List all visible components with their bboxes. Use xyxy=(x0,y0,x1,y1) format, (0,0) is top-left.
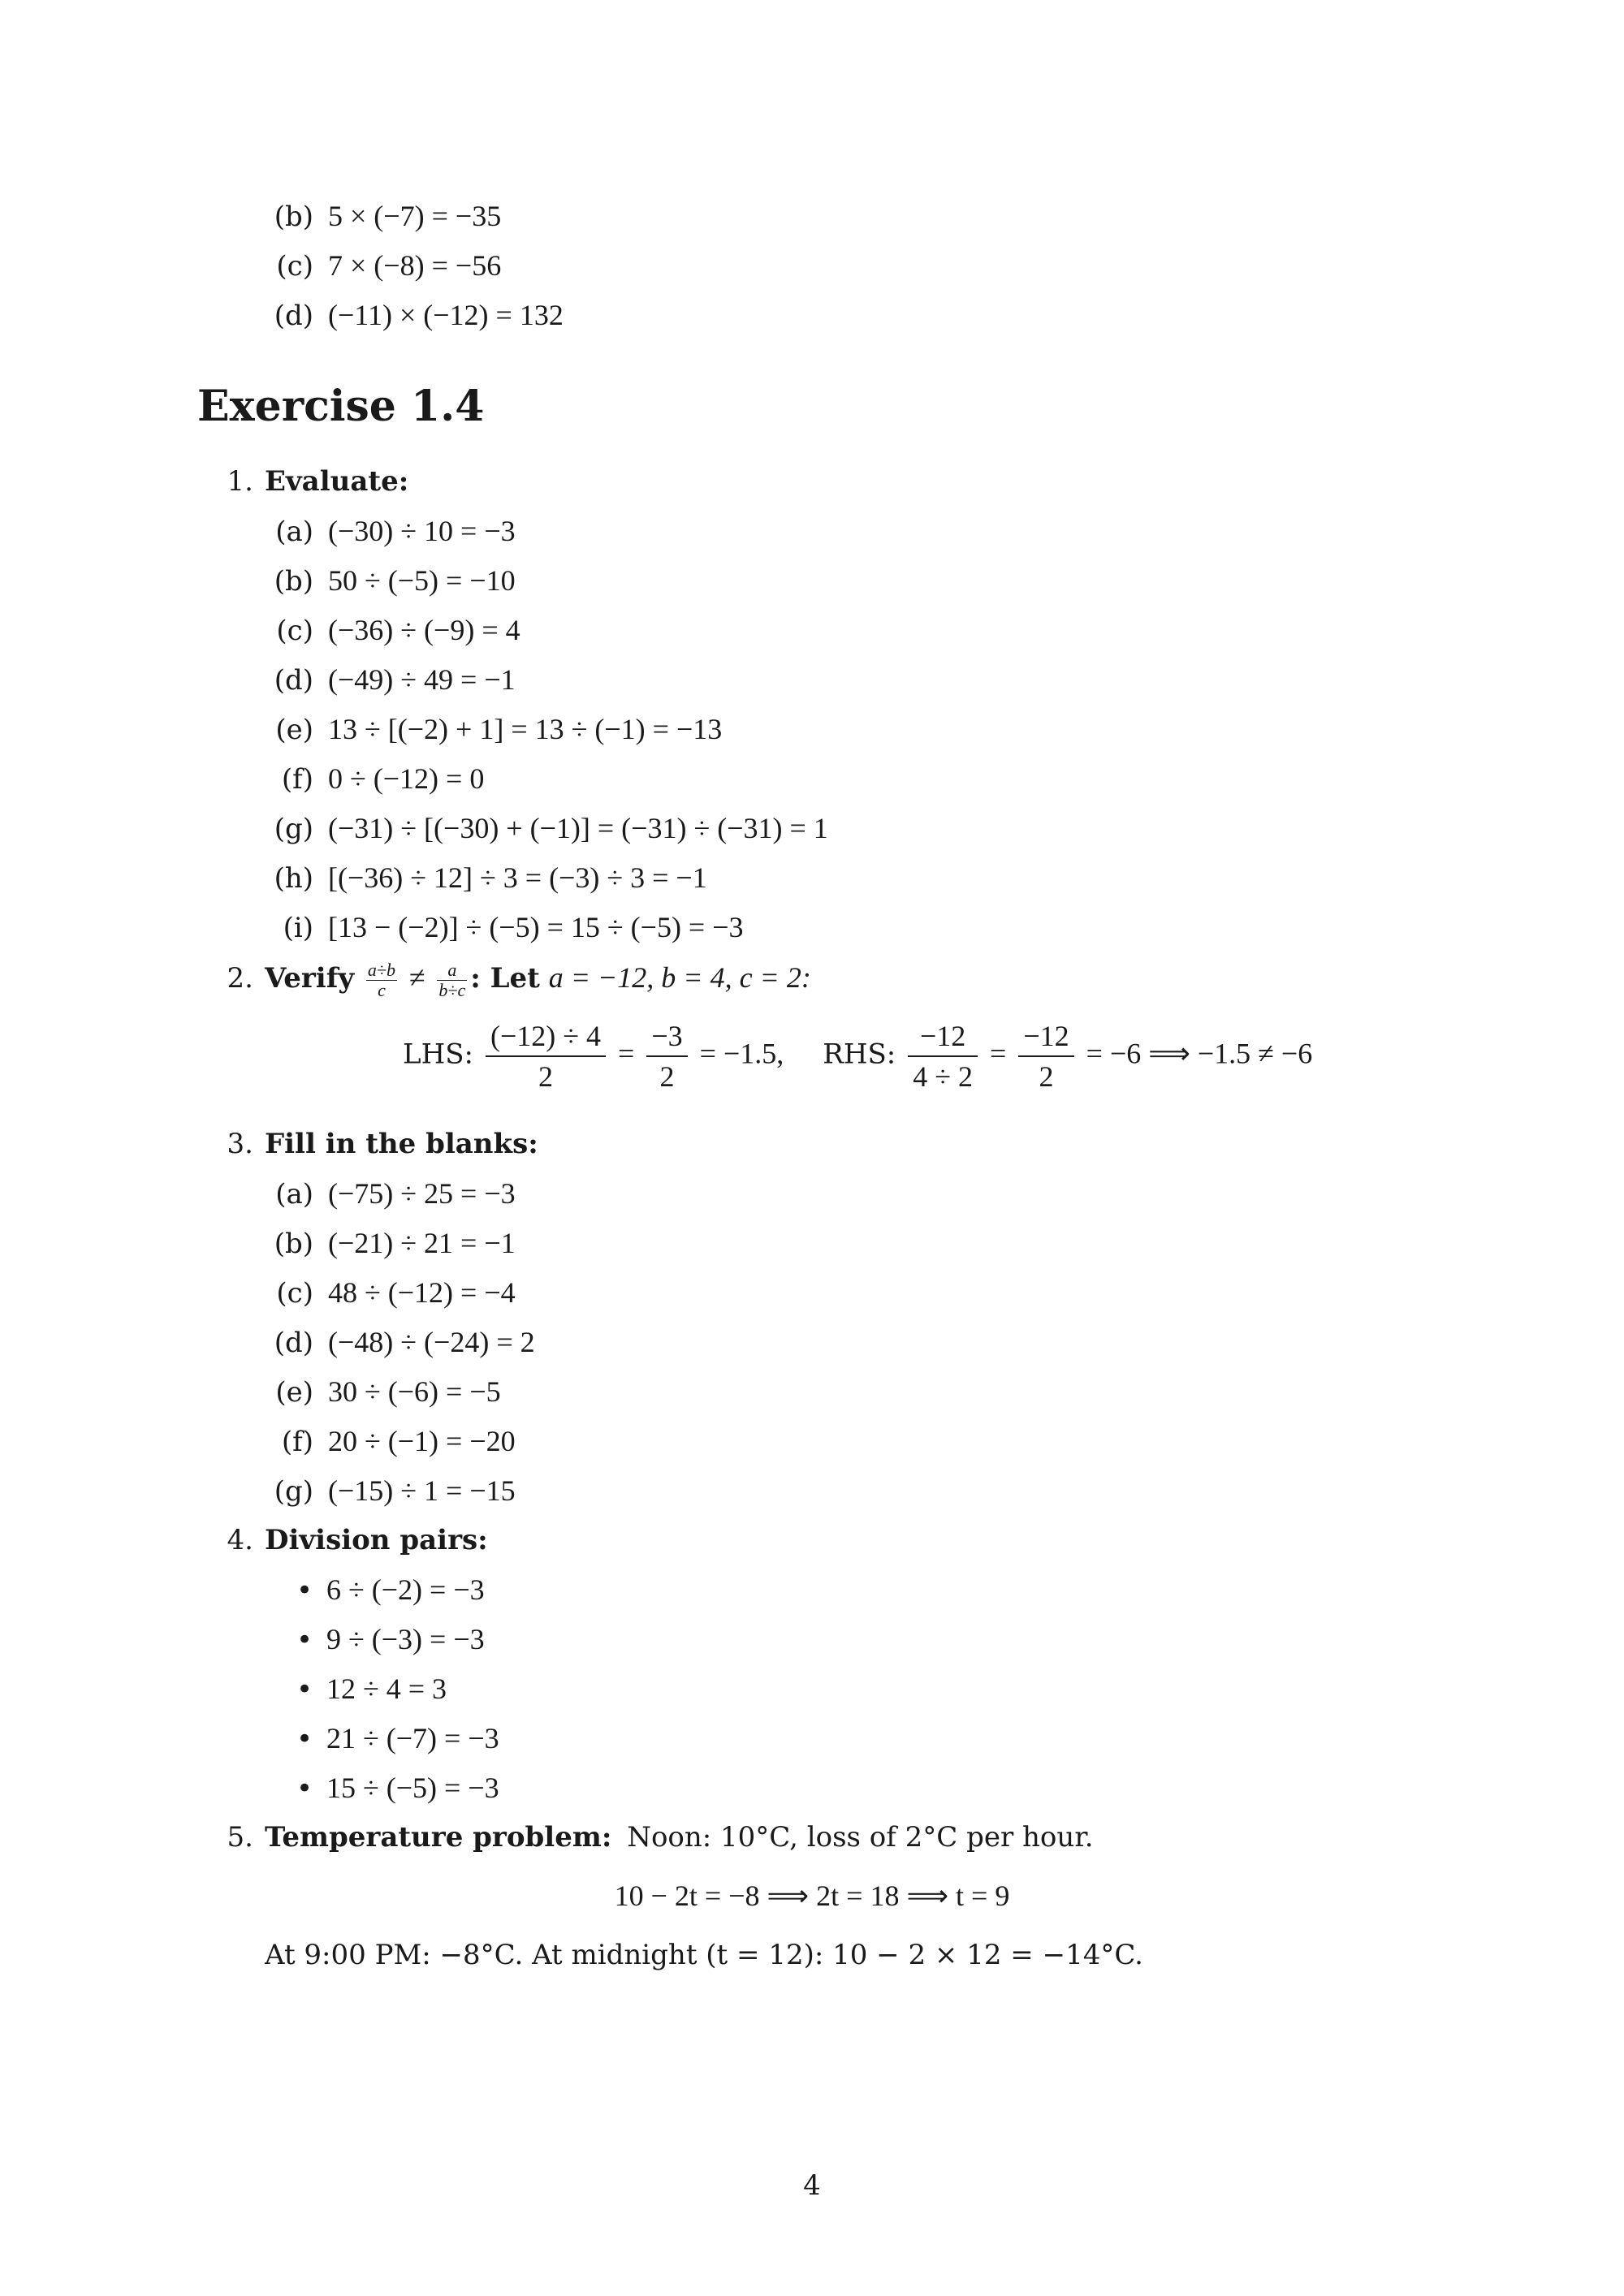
display-equation xyxy=(403,1016,1312,1096)
item-expression: 6 ÷ (−2) = −3 xyxy=(326,1573,485,1606)
item-label: (f) xyxy=(281,763,313,796)
item-expression: 7 × (−8) = −56 xyxy=(328,249,502,282)
fraction-numerator: −3 xyxy=(646,1016,687,1057)
bullet-item xyxy=(292,1722,499,1755)
list-item xyxy=(260,515,516,548)
question-title: Verify xyxy=(265,962,355,995)
question-title: Division pairs: xyxy=(265,1524,488,1556)
not-equal-sign: ≠ xyxy=(408,961,425,994)
list-item xyxy=(260,200,501,233)
page-number: 4 xyxy=(803,2169,821,2202)
fraction-numerator: a÷b xyxy=(367,959,395,980)
list-item xyxy=(260,1474,516,1508)
item-expression: (−31) ÷ [(−30) + (−1)] = (−31) ÷ (−31) = 1 xyxy=(328,812,828,844)
question-3-title xyxy=(216,1128,538,1160)
fraction-numerator: a xyxy=(437,960,467,981)
lhs-label: LHS: xyxy=(403,1038,473,1071)
temperature-equation: 10 − 2t = −8 ⟹ 2t = 18 ⟹ t = 9 xyxy=(614,1880,1010,1912)
item-label: (b) xyxy=(274,201,313,233)
item-expression: [13 − (−2)] ÷ (−5) = 15 ÷ (−5) = −3 xyxy=(328,911,744,943)
list-item xyxy=(260,249,501,283)
fraction-denominator: 4 ÷ 2 xyxy=(913,1060,974,1093)
question-number: 5. xyxy=(227,1821,253,1854)
bullet-item xyxy=(292,1672,447,1706)
list-item xyxy=(260,1425,516,1458)
question-number: 4. xyxy=(227,1524,253,1556)
small-fraction xyxy=(366,960,397,1000)
variable-assignment: a = −12, b = 4, c = 2: xyxy=(548,961,811,994)
fraction xyxy=(646,1016,687,1096)
colon-let: : Let xyxy=(470,962,540,995)
item-expression: (−21) ÷ 21 = −1 xyxy=(328,1227,516,1259)
item-label: (c) xyxy=(276,1277,313,1310)
item-expression: 48 ÷ (−12) = −4 xyxy=(328,1276,516,1309)
fraction-denominator: 2 xyxy=(1039,1060,1054,1093)
question-4-title xyxy=(216,1524,488,1556)
question-number: 2. xyxy=(227,962,253,995)
fraction xyxy=(908,1016,978,1096)
item-expression: (−48) ÷ (−24) = 2 xyxy=(328,1326,535,1358)
item-expression: [(−36) ÷ 12] ÷ 3 = (−3) ÷ 3 = −1 xyxy=(328,861,707,894)
item-label: (i) xyxy=(283,912,313,944)
item-expression: 15 ÷ (−5) = −3 xyxy=(326,1772,499,1804)
list-item xyxy=(260,861,707,895)
item-label: (e) xyxy=(275,714,313,746)
list-item xyxy=(260,1177,516,1211)
item-label: (d) xyxy=(274,664,313,697)
item-label: (g) xyxy=(274,813,313,845)
item-label: (c) xyxy=(276,250,313,283)
fraction-numerator: (−12) ÷ 4 xyxy=(486,1016,606,1057)
equals-sign: = xyxy=(618,1037,635,1070)
rhs-result: = −6 ⟹ −1.5 ≠ −6 xyxy=(1086,1037,1313,1070)
bullet-item xyxy=(292,1573,485,1607)
fraction-numerator: −12 xyxy=(908,1016,978,1057)
item-label: (c) xyxy=(276,615,313,647)
item-expression: 0 ÷ (−12) = 0 xyxy=(328,762,485,795)
item-expression: (−75) ÷ 25 = −3 xyxy=(328,1177,516,1210)
list-item xyxy=(260,1227,516,1260)
bullet: • xyxy=(296,1673,313,1706)
item-expression: 20 ÷ (−1) = −20 xyxy=(328,1425,516,1457)
fraction-denominator: b÷c xyxy=(438,979,466,1000)
item-label: (f) xyxy=(281,1426,313,1458)
bullet: • xyxy=(296,1574,313,1607)
item-expression: (−11) × (−12) = 132 xyxy=(328,299,564,331)
item-label: (d) xyxy=(274,1327,313,1359)
item-expression: 50 ÷ (−5) = −10 xyxy=(328,564,516,597)
item-expression: 30 ÷ (−6) = −5 xyxy=(328,1375,501,1408)
bullet: • xyxy=(296,1723,313,1755)
item-label: (a) xyxy=(275,516,313,548)
item-expression: (−15) ÷ 1 = −15 xyxy=(328,1474,516,1507)
fraction-denominator: 2 xyxy=(659,1060,675,1093)
list-item xyxy=(260,762,484,796)
list-item xyxy=(260,663,516,697)
list-item xyxy=(260,911,744,944)
question-number: 1. xyxy=(227,465,253,498)
item-expression: 12 ÷ 4 = 3 xyxy=(326,1672,447,1705)
item-expression: 5 × (−7) = −35 xyxy=(328,200,502,232)
rhs-label: RHS: xyxy=(823,1038,896,1071)
question-title: Evaluate: xyxy=(265,465,409,498)
question-text: Noon: 10°C, loss of 2°C per hour. xyxy=(627,1821,1094,1854)
item-label: (d) xyxy=(274,300,313,332)
item-label: (b) xyxy=(274,1228,313,1260)
bullet-item xyxy=(292,1772,499,1805)
item-expression: 13 ÷ [(−2) + 1] = 13 ÷ (−1) = −13 xyxy=(328,713,723,745)
question-title: Fill in the blanks: xyxy=(265,1128,538,1160)
equals-sign: = xyxy=(990,1037,1007,1070)
list-item xyxy=(260,713,722,746)
small-fraction xyxy=(437,960,467,1000)
bullet-item xyxy=(292,1623,485,1656)
list-item xyxy=(260,299,564,332)
fraction-denominator: 2 xyxy=(538,1060,553,1093)
lhs-result: = −1.5, xyxy=(699,1037,784,1070)
fraction-denominator: c xyxy=(378,979,386,1000)
list-item xyxy=(260,1375,501,1409)
bullet: • xyxy=(296,1624,313,1656)
bullet: • xyxy=(296,1772,313,1805)
item-expression: 21 ÷ (−7) = −3 xyxy=(326,1722,499,1754)
list-item xyxy=(260,812,828,845)
fraction xyxy=(1018,1016,1073,1096)
list-item xyxy=(260,1276,516,1310)
item-expression: (−49) ÷ 49 = −1 xyxy=(328,663,516,696)
list-item xyxy=(260,564,516,598)
item-label: (e) xyxy=(275,1376,313,1409)
question-2-title xyxy=(216,958,811,1000)
list-item xyxy=(260,1326,535,1359)
question-1-title xyxy=(216,465,408,498)
item-expression: (−30) ÷ 10 = −3 xyxy=(328,515,516,547)
item-label: (g) xyxy=(274,1475,313,1508)
item-label: (h) xyxy=(274,862,313,895)
fraction xyxy=(486,1016,606,1096)
fraction-numerator: −12 xyxy=(1018,1016,1073,1057)
question-5-title xyxy=(216,1821,1094,1854)
item-label: (a) xyxy=(275,1178,313,1211)
section-heading: Exercise 1.4 xyxy=(197,382,485,431)
item-expression: (−36) ÷ (−9) = 4 xyxy=(328,614,520,646)
question-title: Temperature problem: xyxy=(265,1821,612,1854)
list-item xyxy=(260,614,520,647)
item-label: (b) xyxy=(274,565,313,598)
item-expression: 9 ÷ (−3) = −3 xyxy=(326,1623,485,1655)
temperature-conclusion: At 9:00 PM: −8°C. At midnight (t = 12): 10 − 2 × 12 = −14°C. xyxy=(265,1939,1143,1971)
question-number: 3. xyxy=(227,1128,253,1160)
